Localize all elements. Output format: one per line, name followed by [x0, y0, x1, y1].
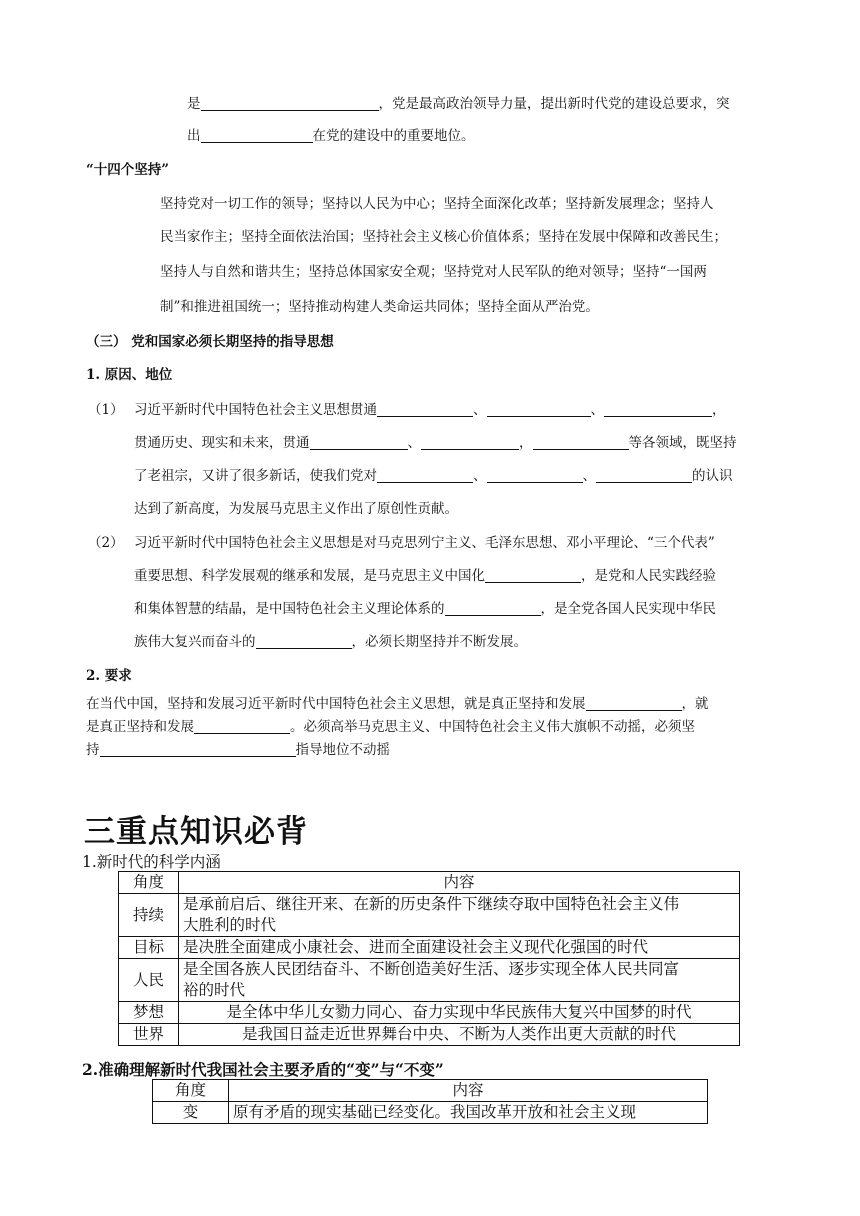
- fourteen-line: 坚持党对一切工作的领导；坚持以人民为中心；坚持全面深化改革；坚持新发展理念；坚持人: [160, 196, 714, 212]
- text: 习近平新时代中国特色社会主义思想贯通: [134, 402, 377, 418]
- text: 族伟大复兴而奋斗的: [134, 634, 256, 650]
- item-number: （2）: [88, 535, 124, 551]
- text: ，是党和人民实践经验: [581, 568, 716, 584]
- subsection-title: 2. 要求: [86, 668, 132, 684]
- table-row: [119, 937, 740, 959]
- subsection-title: 1. 原因、地位: [86, 367, 173, 383]
- fill-blank[interactable]: [586, 697, 682, 712]
- fill-blank[interactable]: [201, 97, 379, 112]
- text: 在当代中国，坚持和发展习近平新时代中国特色社会主义思想，就是真正坚持和发展: [86, 696, 586, 712]
- table-new-era-meaning: [118, 871, 740, 1046]
- fill-blank[interactable]: [445, 602, 541, 617]
- table-contradiction: [152, 1079, 708, 1124]
- fill-blank[interactable]: [421, 436, 519, 451]
- header-cell: 角度: [119, 872, 179, 894]
- header-cell: 角度: [153, 1080, 229, 1102]
- fill-blank[interactable]: [100, 743, 296, 758]
- text: 、: [473, 468, 487, 484]
- row-key: 持续: [119, 894, 179, 937]
- fourteen-title: “十四个坚持”: [86, 162, 170, 178]
- text: 。必须高举马克思主义、中国特色社会主义伟大旗帜不动摇，必须坚: [290, 719, 695, 735]
- fill-blank[interactable]: [377, 469, 473, 484]
- fill-blank[interactable]: [596, 469, 692, 484]
- row-content: [179, 894, 740, 937]
- header-cell: 内容: [229, 1080, 708, 1102]
- fourteen-line: 坚持人与自然和谐共生；坚持总体国家安全观；坚持党对人民军队的绝对领导；坚持“一国两: [160, 264, 707, 280]
- row-content: [179, 959, 740, 1002]
- fill-blank[interactable]: [487, 469, 583, 484]
- top-line-2: [187, 124, 475, 144]
- row-content: 是全体中华儿女勠力同心、奋力实现中华民族伟大复兴中国梦的时代: [179, 1002, 740, 1024]
- item1-line-4: 达到了新高度，为发展马克思主义作出了原创性贡献。: [134, 501, 458, 517]
- fill-blank[interactable]: [487, 403, 591, 418]
- item1-line-1: [134, 398, 726, 418]
- item1-line-3: [134, 464, 733, 484]
- text: ，党是最高政治领导力量，提出新时代党的建设总要求，突: [378, 96, 730, 112]
- fill-blank[interactable]: [310, 436, 408, 451]
- table-row: [153, 1102, 708, 1124]
- fill-blank[interactable]: [604, 403, 712, 418]
- req-line-2: [86, 715, 695, 735]
- item2-line-4: [134, 630, 527, 650]
- key-points-title: 三重点知识必背: [84, 814, 308, 850]
- content-line: 裕的时代: [183, 981, 246, 999]
- item2-line-1: 习近平新时代中国特色社会主义思想是对马克思列宁主义、毛泽东思想、邓小平理论、“三个代表”: [134, 535, 715, 551]
- req-line-3: [86, 738, 390, 758]
- req-line-1: [86, 692, 709, 712]
- text: 是: [187, 96, 201, 112]
- fill-blank[interactable]: [377, 403, 473, 418]
- fill-blank[interactable]: [533, 436, 629, 451]
- row-content: 原有矛盾的现实基础已经变化。我国改革开放和社会主义现: [229, 1102, 708, 1124]
- text: 、: [407, 435, 421, 451]
- text: 、: [590, 402, 604, 418]
- row-content: 是决胜全面建成小康社会、进而全面建设社会主义现代化强国的时代: [179, 937, 740, 959]
- row-key: 变: [153, 1102, 229, 1124]
- item2-line-2: [134, 564, 716, 584]
- text: ，: [712, 402, 726, 418]
- fourteen-line: 民当家作主；坚持全面依法治国；坚持社会主义核心价值体系；坚持在发展中保障和改善民生；: [160, 229, 727, 245]
- text: 在党的建设中的重要地位。: [312, 128, 475, 144]
- table2-caption: 2.准确理解新时代我国社会主要矛盾的“变”与“不变”: [82, 1060, 444, 1079]
- text: ，: [519, 435, 533, 451]
- text: 出: [187, 128, 201, 144]
- section-title: （三） 党和国家必须长期坚持的指导思想: [86, 334, 334, 350]
- text: 的认识: [692, 468, 733, 484]
- text: 了老祖宗，又讲了很多新话，使我们党对: [134, 468, 377, 484]
- table-header-row: [153, 1080, 708, 1102]
- text: ，就: [681, 696, 709, 712]
- table1-caption: 1.新时代的科学内涵: [82, 853, 221, 871]
- fourteen-line: 制”和推进祖国统一；坚持推动构建人类命运共同体；坚持全面从严治党。: [160, 299, 599, 315]
- row-key: 世界: [119, 1024, 179, 1046]
- text: 和集体智慧的结晶，是中国特色社会主义理论体系的: [134, 601, 445, 617]
- fill-blank[interactable]: [485, 569, 581, 584]
- table-row: [119, 1024, 740, 1046]
- text: 指导地位不动摇: [295, 742, 390, 758]
- fill-blank[interactable]: [194, 720, 290, 735]
- fill-blank[interactable]: [201, 129, 313, 144]
- item-number: （1）: [88, 402, 124, 418]
- table-row: [119, 894, 740, 937]
- text: ，是全党各国人民实现中华民: [540, 601, 716, 617]
- fill-blank[interactable]: [256, 635, 352, 650]
- text: ，必须长期坚持并不断发展。: [351, 634, 527, 650]
- top-line-1: [187, 92, 730, 112]
- content-line: 是全国各族人民团结奋斗、不断创造美好生活、逐步实现全体人民共同富: [183, 960, 680, 978]
- content-line: 大胜利的时代: [183, 916, 277, 934]
- header-cell: 内容: [179, 872, 740, 894]
- row-key: 人民: [119, 959, 179, 1002]
- text: 、: [582, 468, 596, 484]
- text: 等各领域，既坚持: [628, 435, 737, 451]
- text: 重要思想、科学发展观的继承和发展，是马克思主义中国化: [134, 568, 485, 584]
- table-row: [119, 959, 740, 1002]
- table-row: [119, 1002, 740, 1024]
- row-content: 是我国日益走近世界舞台中央、不断为人类作出更大贡献的时代: [179, 1024, 740, 1046]
- item2-line-3: [134, 597, 716, 617]
- table-header-row: [119, 872, 740, 894]
- row-key: 梦想: [119, 1002, 179, 1024]
- content-line: 是承前启后、继往开来、在新的历史条件下继续夺取中国特色社会主义伟: [183, 895, 680, 913]
- text: 、: [473, 402, 487, 418]
- text: 贯通历史、现实和未来，贯通: [134, 435, 310, 451]
- text: 持: [86, 742, 100, 758]
- row-key: 目标: [119, 937, 179, 959]
- item1-line-2: [134, 431, 737, 451]
- text: 是真正坚持和发展: [86, 719, 194, 735]
